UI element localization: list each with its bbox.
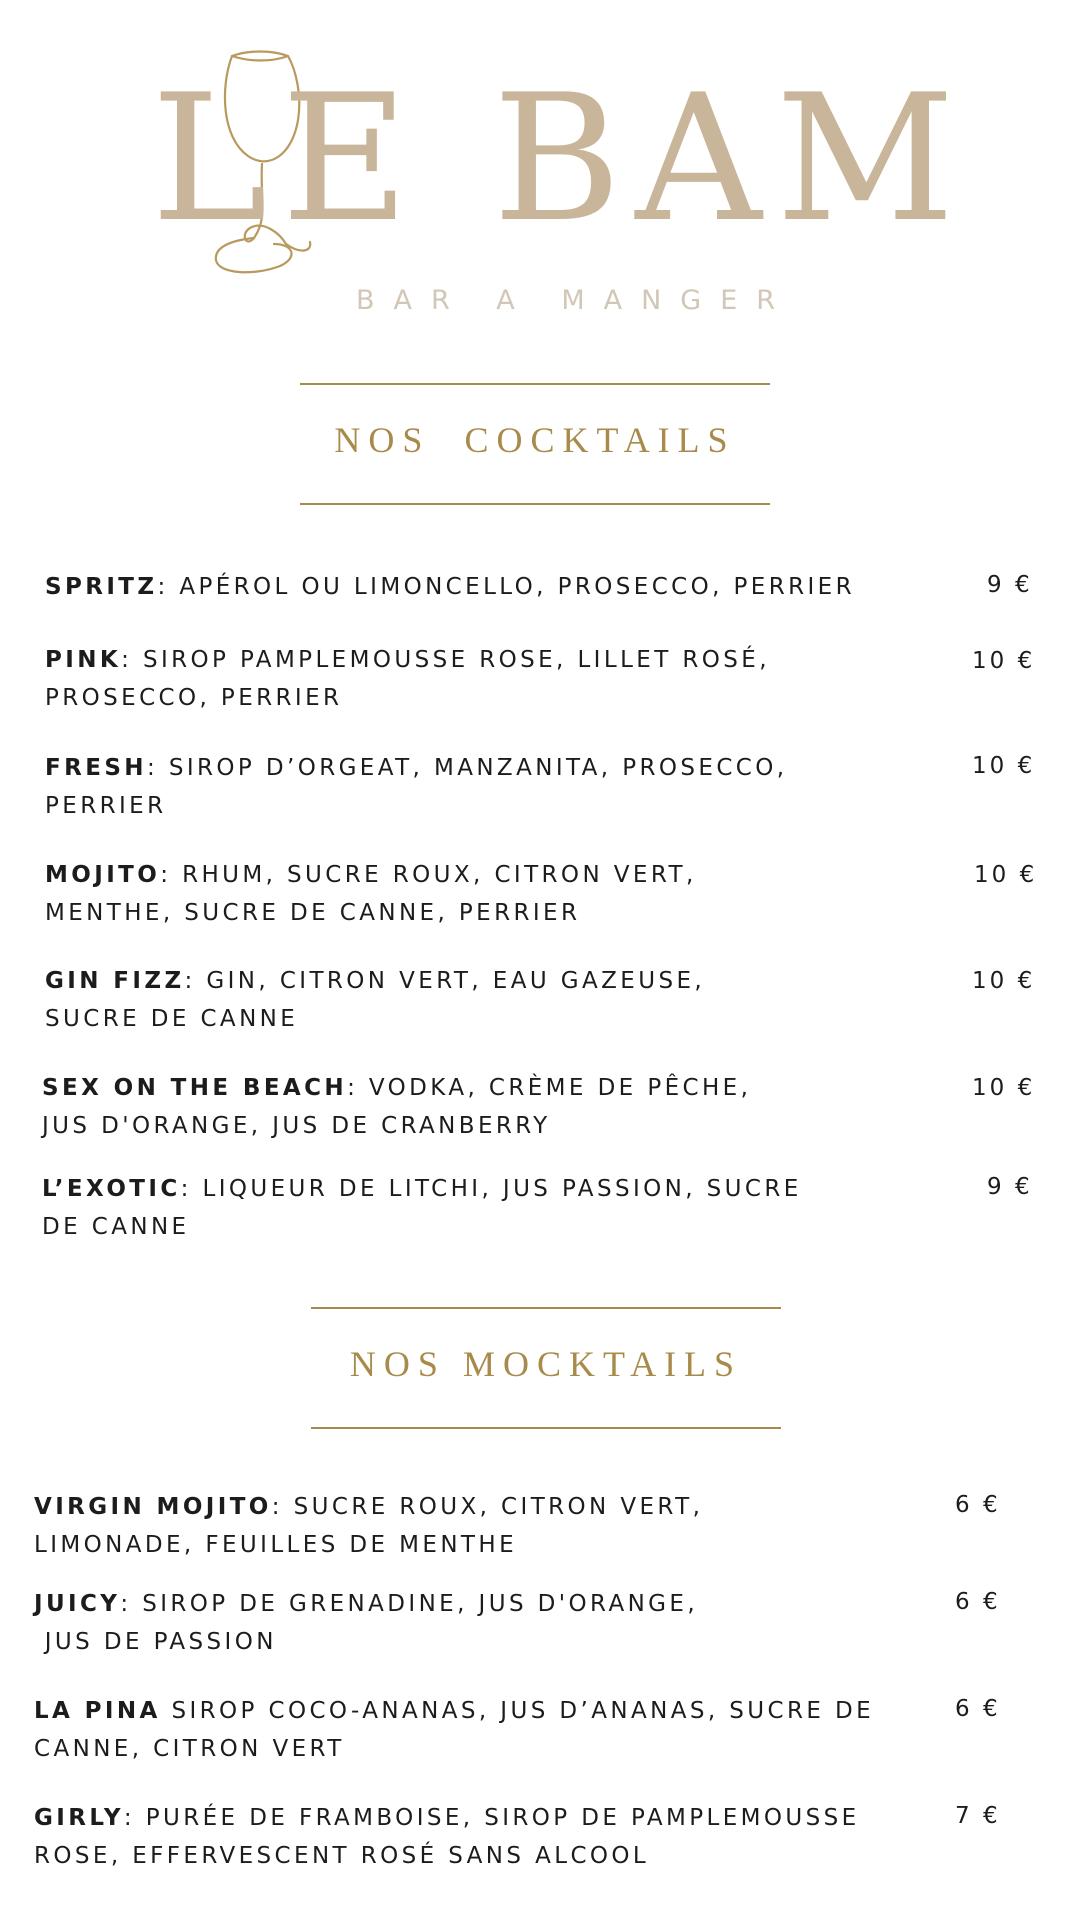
item-description: GIN, CITRON VERT, EAU GAZEUSE,	[195, 968, 706, 994]
item-description: SIROP DE GRENADINE, JUS D'ORANGE,	[131, 1591, 699, 1617]
menu-item-sex-on-the-beach	[42, 1069, 751, 1145]
item-line	[45, 856, 697, 894]
item-description-line2: JUS DE PASSION	[34, 1629, 277, 1655]
item-description-line2: DE CANNE	[42, 1214, 190, 1240]
menu-item-mojito	[45, 856, 697, 932]
logo	[0, 0, 1080, 330]
item-separator: :	[180, 1176, 192, 1202]
menu-item-juicy	[34, 1585, 698, 1661]
item-description-line2: JUS D'ORANGE, JUS DE CRANBERRY	[42, 1113, 551, 1139]
item-line	[45, 962, 705, 1000]
item-description: SIROP COCO-ANANAS, JUS D’ANANAS, SUCRE DE	[160, 1698, 875, 1724]
item-description: APÉROL OU LIMONCELLO, PROSECCO, PERRIER	[168, 574, 855, 600]
cocktails-heading	[300, 383, 770, 505]
item-price: 10 €	[974, 862, 1038, 888]
item-description-line2: MENTHE, SUCRE DE CANNE, PERRIER	[45, 900, 581, 926]
item-separator: :	[123, 1805, 136, 1831]
menu-item-virgin-mojito	[34, 1488, 703, 1564]
item-price: 6 €	[955, 1696, 1001, 1722]
menu-item-spritz	[45, 568, 855, 606]
item-line	[34, 1585, 698, 1623]
item-description: SIROP D’ORGEAT, MANZANITA, PROSECCO,	[158, 755, 788, 781]
item-line	[45, 568, 855, 606]
item-price: 7 €	[955, 1803, 1001, 1829]
logo-tagline: BAR A MANGER	[355, 285, 795, 316]
item-line	[34, 1692, 874, 1730]
item-separator: :	[121, 647, 133, 673]
item-name: JUICY	[34, 1591, 121, 1617]
item-separator: :	[271, 1494, 283, 1520]
item-line	[45, 641, 770, 679]
item-name: MOJITO	[45, 862, 161, 888]
item-price: 10 €	[972, 753, 1036, 779]
item-price: 10 €	[972, 648, 1036, 674]
item-description: PURÉE DE FRAMBOISE, SIROP DE PAMPLEMOUSSE	[135, 1805, 860, 1831]
item-description-line2: CANNE, CITRON VERT	[34, 1736, 345, 1762]
item-line	[34, 1799, 860, 1837]
item-description: RHUM, SUCRE ROUX, CITRON VERT,	[171, 862, 697, 888]
item-description: SIROP PAMPLEMOUSSE ROSE, LILLET ROSÉ,	[132, 647, 770, 673]
item-line	[45, 749, 787, 787]
item-name: PINK	[45, 647, 122, 673]
menu-item-girly	[34, 1799, 860, 1875]
item-description: SUCRE ROUX, CITRON VERT,	[282, 1494, 704, 1520]
item-separator: :	[146, 755, 159, 781]
menu-item-pink	[45, 641, 770, 717]
item-description: VODKA, CRÈME DE PÊCHE,	[358, 1075, 752, 1101]
menu-item-gin-fizz	[45, 962, 705, 1038]
item-price: 10 €	[972, 1075, 1036, 1101]
item-separator: :	[347, 1075, 359, 1101]
item-separator: :	[157, 574, 169, 600]
item-separator: :	[120, 1591, 132, 1617]
menu-item-la-pina	[34, 1692, 874, 1768]
item-description-line2: PERRIER	[45, 793, 167, 819]
item-name: SPRITZ	[45, 574, 158, 600]
item-description: LIQUEUR DE LITCHI, JUS PASSION, SUCRE	[191, 1176, 802, 1202]
menu-item-lexotic	[42, 1170, 802, 1246]
logo-wordmark: LE BAM	[151, 58, 969, 261]
mocktails-heading	[311, 1307, 781, 1429]
item-price: 10 €	[972, 968, 1036, 994]
item-price: 9 €	[987, 1174, 1033, 1200]
item-description-line2: LIMONADE, FEUILLES DE MENTHE	[34, 1532, 518, 1558]
item-description-line2: SUCRE DE CANNE	[45, 1006, 299, 1032]
item-name: LA PINA	[34, 1698, 161, 1724]
item-name: L’EXOTIC	[42, 1176, 181, 1202]
item-name: GIN FIZZ	[45, 968, 185, 994]
item-price: 9 €	[987, 572, 1033, 598]
item-line	[42, 1170, 802, 1208]
item-name: GIRLY	[34, 1805, 124, 1831]
item-separator: :	[160, 862, 172, 888]
item-name: FRESH	[45, 755, 147, 781]
mocktails-title: NOS MOCKTAILS	[349, 1344, 743, 1384]
menu-item-fresh	[45, 749, 787, 825]
item-name: VIRGIN MOJITO	[34, 1494, 272, 1520]
item-description-line2: PROSECCO, PERRIER	[45, 685, 343, 711]
item-description-line2: ROSE, EFFERVESCENT ROSÉ SANS ALCOOL	[34, 1843, 650, 1869]
item-price: 6 €	[955, 1589, 1001, 1615]
item-name: SEX ON THE BEACH	[42, 1075, 348, 1101]
item-line	[34, 1488, 703, 1526]
item-separator: :	[184, 968, 196, 994]
item-line	[42, 1069, 751, 1107]
item-price: 6 €	[955, 1492, 1001, 1518]
cocktails-title: NOS COCKTAILS	[334, 420, 736, 460]
